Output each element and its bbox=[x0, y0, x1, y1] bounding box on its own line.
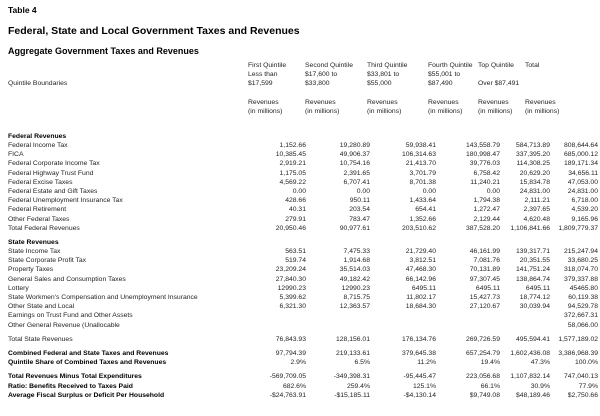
cell-value: 519.74 bbox=[285, 257, 306, 265]
cell-value: 1,352.66 bbox=[409, 215, 436, 223]
cell-value: 189,171.34 bbox=[563, 160, 598, 168]
cell-value bbox=[436, 321, 500, 330]
cell-value: 0.00 bbox=[422, 187, 436, 195]
cell-value: $48,189.46 bbox=[515, 391, 550, 399]
cell-value: 657,254.79 bbox=[465, 349, 500, 357]
cell-value: 114,308.25 bbox=[516, 160, 550, 168]
cell-value: 259.4% bbox=[346, 382, 370, 390]
table-row bbox=[0, 169, 600, 178]
cell-value: 34,656.11 bbox=[568, 169, 598, 177]
cell-value: 4,539.20 bbox=[571, 206, 598, 214]
cell-value: 15,427.73 bbox=[469, 294, 500, 302]
cell-value: 1,433.64 bbox=[409, 197, 436, 205]
cell-value: 66.1% bbox=[480, 382, 500, 390]
header-line: Third Quintile bbox=[367, 61, 408, 69]
cell-value: 70,131.89 bbox=[469, 266, 500, 274]
table-row bbox=[0, 187, 600, 196]
cell-value bbox=[500, 321, 550, 330]
cell-value: 4,569.22 bbox=[279, 178, 306, 186]
cell-value: 24,831.00 bbox=[567, 187, 598, 195]
header-line: Top Quintile bbox=[478, 61, 514, 69]
quintile-boundaries-label bbox=[0, 61, 248, 117]
cell-value bbox=[240, 321, 306, 330]
cell-value: 203.54 bbox=[349, 206, 370, 214]
row-label: Federal Income Tax bbox=[8, 142, 68, 150]
cell-value bbox=[500, 238, 550, 247]
cell-value: 219,133.61 bbox=[335, 349, 370, 357]
cell-value: 223,056.68 bbox=[465, 373, 500, 381]
row-label: Total State Revenues bbox=[8, 335, 73, 343]
cell-value: 23,209.24 bbox=[275, 266, 306, 274]
row-label: Average Fiscal Surplus or Deficit Per Household bbox=[8, 391, 165, 399]
header-line: Revenues bbox=[525, 99, 556, 107]
cell-value: 9,165.96 bbox=[571, 215, 598, 223]
cell-value: 97,307.45 bbox=[469, 275, 500, 283]
row-label: Federal Revenues bbox=[8, 132, 67, 140]
cell-value bbox=[306, 238, 370, 247]
header-line: First Quintile bbox=[248, 61, 287, 69]
cell-value: 20,950.46 bbox=[275, 224, 306, 232]
header-line: (in millions) bbox=[525, 108, 560, 116]
cell-value bbox=[550, 132, 600, 141]
header-line: Fourth Quintile bbox=[428, 61, 473, 69]
cell-value bbox=[370, 238, 436, 247]
cell-value: 15,834.78 bbox=[519, 178, 550, 186]
header-line: (in millions) bbox=[367, 108, 402, 116]
header-line: Second Quintile bbox=[305, 61, 353, 69]
row-label: Federal Excise Taxes bbox=[8, 178, 73, 186]
cell-value: 12,363.57 bbox=[339, 303, 370, 311]
cell-value: 60,119.38 bbox=[568, 294, 598, 302]
cell-value: 685,000.12 bbox=[563, 151, 598, 159]
cell-value: 1,577,189.02 bbox=[558, 335, 598, 343]
cell-value: 180,998.47 bbox=[465, 151, 500, 159]
header-line: Revenues bbox=[305, 99, 336, 107]
cell-value: 2,397.65 bbox=[523, 206, 550, 214]
cell-value bbox=[436, 132, 500, 141]
cell-value: 143,558.79 bbox=[465, 142, 500, 150]
cell-value: 1,106,841.66 bbox=[510, 224, 550, 232]
table-row bbox=[0, 382, 600, 391]
cell-value: 10,385.45 bbox=[275, 151, 306, 159]
page-title: Federal, State and Local Government Taxes and Revenues bbox=[8, 25, 300, 37]
cell-value bbox=[370, 321, 436, 330]
cell-value: 2.9% bbox=[290, 359, 306, 367]
header-line: Revenues bbox=[248, 99, 279, 107]
cell-value: 139,317.71 bbox=[515, 248, 550, 256]
cell-value bbox=[370, 132, 436, 141]
cell-value: 77.9% bbox=[578, 382, 598, 390]
cell-value: 18,684.30 bbox=[405, 303, 436, 311]
cell-value: 1,794.38 bbox=[473, 197, 500, 205]
cell-value: 106,314.63 bbox=[401, 151, 436, 159]
row-label: Ratio: Benefits Received to Taxes Paid bbox=[8, 382, 133, 390]
table-row bbox=[0, 372, 600, 381]
cell-value: 337,395.20 bbox=[515, 151, 550, 159]
table-body bbox=[0, 132, 600, 400]
cell-value: -$24,763.91 bbox=[269, 391, 306, 399]
cell-value: 76,843.93 bbox=[275, 335, 306, 343]
cell-value: 4,620.48 bbox=[523, 215, 550, 223]
header-line bbox=[0, 89, 248, 98]
cell-value: 47.3% bbox=[530, 359, 550, 367]
cell-value: 279.91 bbox=[285, 215, 306, 223]
table-row bbox=[0, 265, 600, 274]
row-label: Property Taxes bbox=[8, 266, 54, 274]
cell-value: 1,602,436.08 bbox=[510, 349, 550, 357]
row-label: Federal Corporate Income Tax bbox=[8, 160, 100, 168]
cell-value: 0.00 bbox=[486, 187, 500, 195]
cell-value: 12990.23 bbox=[341, 284, 370, 292]
cell-value bbox=[370, 311, 436, 320]
cell-value: 47,468.30 bbox=[405, 266, 436, 274]
cell-value: 176,134.76 bbox=[401, 335, 436, 343]
cell-value: 100.0% bbox=[574, 359, 598, 367]
header-line: $55,001 to bbox=[428, 70, 461, 78]
header-line bbox=[478, 70, 525, 79]
cell-value: 6495.11 bbox=[411, 284, 436, 292]
cell-value: 3,812.51 bbox=[409, 257, 436, 265]
cell-value bbox=[306, 311, 370, 320]
cell-value: 39,776.03 bbox=[469, 160, 500, 168]
cell-value: 6.5% bbox=[354, 359, 370, 367]
cell-value: 654.41 bbox=[415, 206, 436, 214]
cell-value: -349,398.31 bbox=[333, 373, 370, 381]
cell-value: -$4,130.14 bbox=[403, 391, 436, 399]
cell-value: -95,445.47 bbox=[403, 373, 436, 381]
table-row bbox=[0, 349, 600, 358]
cell-value: 49,182.42 bbox=[339, 275, 370, 283]
row-label: General Sales and Consumption Taxes bbox=[8, 275, 126, 283]
cell-value: 7,081.76 bbox=[473, 257, 500, 265]
row-label: Federal Retirement bbox=[8, 206, 67, 214]
cell-value: 6,321.30 bbox=[279, 303, 306, 311]
row-label: Earnings on Trust Fund and Other Assets bbox=[8, 312, 133, 320]
section-header-row bbox=[0, 132, 600, 141]
cell-value: 3,386,968.39 bbox=[558, 349, 598, 357]
column-header bbox=[367, 61, 428, 117]
cell-value: 2,391.65 bbox=[343, 169, 370, 177]
cell-value: 21,729.40 bbox=[405, 248, 436, 256]
table-row bbox=[0, 256, 600, 265]
cell-value: $9,749.08 bbox=[469, 391, 500, 399]
cell-value: 24,831.00 bbox=[519, 187, 550, 195]
table-row bbox=[0, 178, 600, 187]
table-row bbox=[0, 335, 600, 344]
header-line: (in millions) bbox=[305, 108, 340, 116]
table-row bbox=[0, 150, 600, 159]
header-line bbox=[305, 89, 367, 98]
cell-value: 783.47 bbox=[349, 215, 370, 223]
cell-value: 747,040.13 bbox=[563, 373, 598, 381]
cell-value: 372,667.31 bbox=[563, 312, 598, 320]
row-label: Combined Federal and State Taxes and Revenues bbox=[8, 349, 169, 357]
cell-value: 12990.23 bbox=[277, 284, 306, 292]
cell-value: 94,529.78 bbox=[567, 303, 598, 311]
cell-value: 563.51 bbox=[285, 248, 306, 256]
table-row bbox=[0, 275, 600, 284]
table-row bbox=[0, 311, 600, 320]
cell-value: 0.00 bbox=[356, 187, 370, 195]
cell-value bbox=[436, 311, 500, 320]
column-header bbox=[305, 61, 367, 117]
cell-value: 97,794.39 bbox=[275, 349, 306, 357]
cell-value: 10,754.16 bbox=[339, 160, 370, 168]
cell-value: 1,175.05 bbox=[279, 169, 306, 177]
cell-value: 6495.11 bbox=[525, 284, 550, 292]
cell-value: 7,475.33 bbox=[343, 248, 370, 256]
header-line: (in millions) bbox=[428, 108, 463, 116]
cell-value: 27,120.67 bbox=[469, 303, 500, 311]
header-line: $33,800 bbox=[305, 80, 330, 88]
cell-value: 203,510.62 bbox=[401, 224, 436, 232]
header-line bbox=[248, 89, 305, 98]
header-line bbox=[0, 107, 248, 116]
cell-value: 21,413.70 bbox=[405, 160, 436, 168]
cell-value: 18,774.12 bbox=[519, 294, 550, 302]
cell-value: 1,152.66 bbox=[279, 142, 306, 150]
row-label: Total Revenues Minus Total Expenditures bbox=[8, 373, 142, 381]
header-line bbox=[525, 89, 600, 98]
cell-value bbox=[240, 311, 306, 320]
table-row bbox=[0, 224, 600, 233]
table-row bbox=[0, 159, 600, 168]
row-label: Quintile Share of Combined Taxes and Revenues bbox=[8, 359, 167, 367]
table-row bbox=[0, 284, 600, 293]
cell-value: 35,514.03 bbox=[339, 266, 370, 274]
cell-value: 6,718.00 bbox=[571, 197, 598, 205]
table-row bbox=[0, 205, 600, 214]
cell-value: 495,594.41 bbox=[515, 335, 550, 343]
cell-value bbox=[436, 238, 500, 247]
header-line bbox=[0, 61, 248, 70]
cell-value bbox=[500, 311, 550, 320]
cell-value: 11,240.21 bbox=[470, 178, 500, 186]
cell-value: -569,709.05 bbox=[269, 373, 306, 381]
cell-value: 11.2% bbox=[417, 359, 436, 367]
column-header bbox=[428, 61, 478, 117]
cell-value: 387,528.20 bbox=[465, 224, 500, 232]
cell-value bbox=[550, 238, 600, 247]
header-line bbox=[0, 70, 248, 79]
cell-value: 950.11 bbox=[349, 197, 370, 205]
header-line: $17,600 to bbox=[305, 70, 338, 78]
cell-value: 215,247.94 bbox=[563, 248, 598, 256]
header-line bbox=[525, 70, 600, 79]
header-line: $87,490 bbox=[428, 80, 453, 88]
cell-value: 584,713.89 bbox=[515, 142, 550, 150]
header-line bbox=[478, 89, 525, 98]
cell-value: 19.4% bbox=[480, 359, 500, 367]
cell-value: 2,129.44 bbox=[473, 215, 500, 223]
table-column-headers bbox=[0, 61, 600, 117]
cell-value: 2,919.21 bbox=[279, 160, 306, 168]
header-line: (in millions) bbox=[478, 108, 513, 116]
cell-value: 45465.80 bbox=[569, 284, 598, 292]
cell-value: 428.66 bbox=[285, 197, 306, 205]
cell-value: 27,840.30 bbox=[275, 275, 306, 283]
cell-value: 20,629.20 bbox=[519, 169, 550, 177]
cell-value: 1,272.47 bbox=[473, 206, 500, 214]
header-line: Revenues bbox=[367, 99, 398, 107]
cell-value: 30,039.94 bbox=[519, 303, 550, 311]
cell-value: 30.9% bbox=[530, 382, 550, 390]
row-label: Other General Revenue (Unallocable bbox=[8, 321, 120, 329]
header-line: Quintile Boundaries bbox=[8, 80, 68, 88]
cell-value: 318,074.70 bbox=[563, 266, 598, 274]
header-line: Revenues bbox=[478, 99, 509, 107]
cell-value: 269,726.59 bbox=[465, 335, 500, 343]
cell-value: 40.31 bbox=[288, 206, 306, 214]
row-label: Other Federal Taxes bbox=[8, 215, 70, 223]
header-line: (in millions) bbox=[248, 108, 283, 116]
table-row bbox=[0, 247, 600, 256]
cell-value: 138,864.74 bbox=[515, 275, 550, 283]
cell-value: 8,715.75 bbox=[343, 294, 370, 302]
table-row bbox=[0, 358, 600, 367]
table-row bbox=[0, 196, 600, 205]
cell-value: 6,758.42 bbox=[473, 169, 500, 177]
cell-value: 59,938.41 bbox=[405, 142, 436, 150]
cell-value: 128,156.01 bbox=[335, 335, 370, 343]
column-header bbox=[525, 61, 600, 117]
cell-value: 49,906.37 bbox=[339, 151, 370, 159]
cell-value: 2,111.21 bbox=[524, 197, 550, 205]
table-number-label: Table 4 bbox=[8, 5, 37, 15]
cell-value: 141,751.24 bbox=[515, 266, 550, 274]
cell-value: -$15,185.11 bbox=[334, 391, 370, 399]
row-label: State Income Tax bbox=[8, 248, 61, 256]
cell-value: 125.1% bbox=[412, 382, 436, 390]
cell-value: 808,644.64 bbox=[563, 142, 598, 150]
row-label: Other State and Local bbox=[8, 303, 75, 311]
cell-value: 1,107,832.14 bbox=[510, 373, 550, 381]
column-header bbox=[478, 61, 525, 117]
cell-value bbox=[240, 132, 306, 141]
cell-value: 682.6% bbox=[282, 382, 306, 390]
cell-value: $2,750.66 bbox=[567, 391, 598, 399]
row-label: Federal Highway Trust Fund bbox=[8, 169, 94, 177]
table-row bbox=[0, 321, 600, 330]
cell-value: 5,399.62 bbox=[279, 294, 306, 302]
cell-value: 3,701.79 bbox=[409, 169, 436, 177]
cell-value: 8,701.38 bbox=[409, 178, 436, 186]
cell-value: 19,280.89 bbox=[339, 142, 370, 150]
row-label: Lottery bbox=[8, 284, 29, 292]
cell-value: 1,809,779.37 bbox=[558, 224, 598, 232]
table-row bbox=[0, 391, 600, 400]
cell-value: 379,645.38 bbox=[401, 349, 436, 357]
cell-value: 58,066.00 bbox=[567, 321, 598, 329]
header-line bbox=[428, 89, 478, 98]
cell-value bbox=[306, 321, 370, 330]
table-row bbox=[0, 302, 600, 311]
row-label: State Corporate Profit Tax bbox=[8, 257, 87, 265]
header-line: Over $87,491 bbox=[478, 80, 520, 88]
cell-value: 46,161.99 bbox=[469, 248, 500, 256]
cell-value: 6495.11 bbox=[475, 284, 500, 292]
cell-value: 90,977.61 bbox=[339, 224, 370, 232]
cell-value bbox=[240, 238, 306, 247]
section-header-row bbox=[0, 238, 600, 247]
header-line bbox=[525, 79, 600, 88]
cell-value: 47,053.00 bbox=[567, 178, 598, 186]
row-label: Total Federal Revenues bbox=[8, 224, 80, 232]
cell-value: 11,802.17 bbox=[406, 294, 436, 302]
row-label: Federal Estate and Gift Taxes bbox=[8, 187, 98, 195]
cell-value bbox=[306, 132, 370, 141]
section-title: Aggregate Government Taxes and Revenues bbox=[8, 45, 199, 56]
header-line bbox=[367, 89, 428, 98]
row-label: FICA bbox=[8, 151, 24, 159]
cell-value: 379,337.88 bbox=[563, 275, 598, 283]
row-label: State Workmen's Compensation and Unemployment Insurance bbox=[8, 294, 198, 302]
cell-value bbox=[500, 132, 550, 141]
header-line: Total bbox=[525, 61, 540, 69]
cell-value: 6,707.41 bbox=[343, 178, 370, 186]
header-line: $55,000 bbox=[367, 80, 392, 88]
table-row bbox=[0, 293, 600, 302]
table-row bbox=[0, 141, 600, 150]
header-line: Less than bbox=[248, 70, 278, 78]
cell-value: 0.00 bbox=[292, 187, 306, 195]
cell-value: 33,680.25 bbox=[567, 257, 598, 265]
cell-value: 20,351.55 bbox=[519, 257, 550, 265]
header-line: Revenues bbox=[428, 99, 459, 107]
cell-value: 66,142.96 bbox=[405, 275, 436, 283]
row-label: Federal Unemployment Insurance Tax bbox=[8, 197, 123, 205]
header-line: $17,599 bbox=[248, 80, 273, 88]
column-header bbox=[248, 61, 305, 117]
table-row bbox=[0, 215, 600, 224]
header-line bbox=[0, 98, 248, 107]
cell-value: 1,914.68 bbox=[343, 257, 370, 265]
row-label: State Revenues bbox=[8, 238, 59, 246]
header-line: $33,801 to bbox=[367, 70, 400, 78]
